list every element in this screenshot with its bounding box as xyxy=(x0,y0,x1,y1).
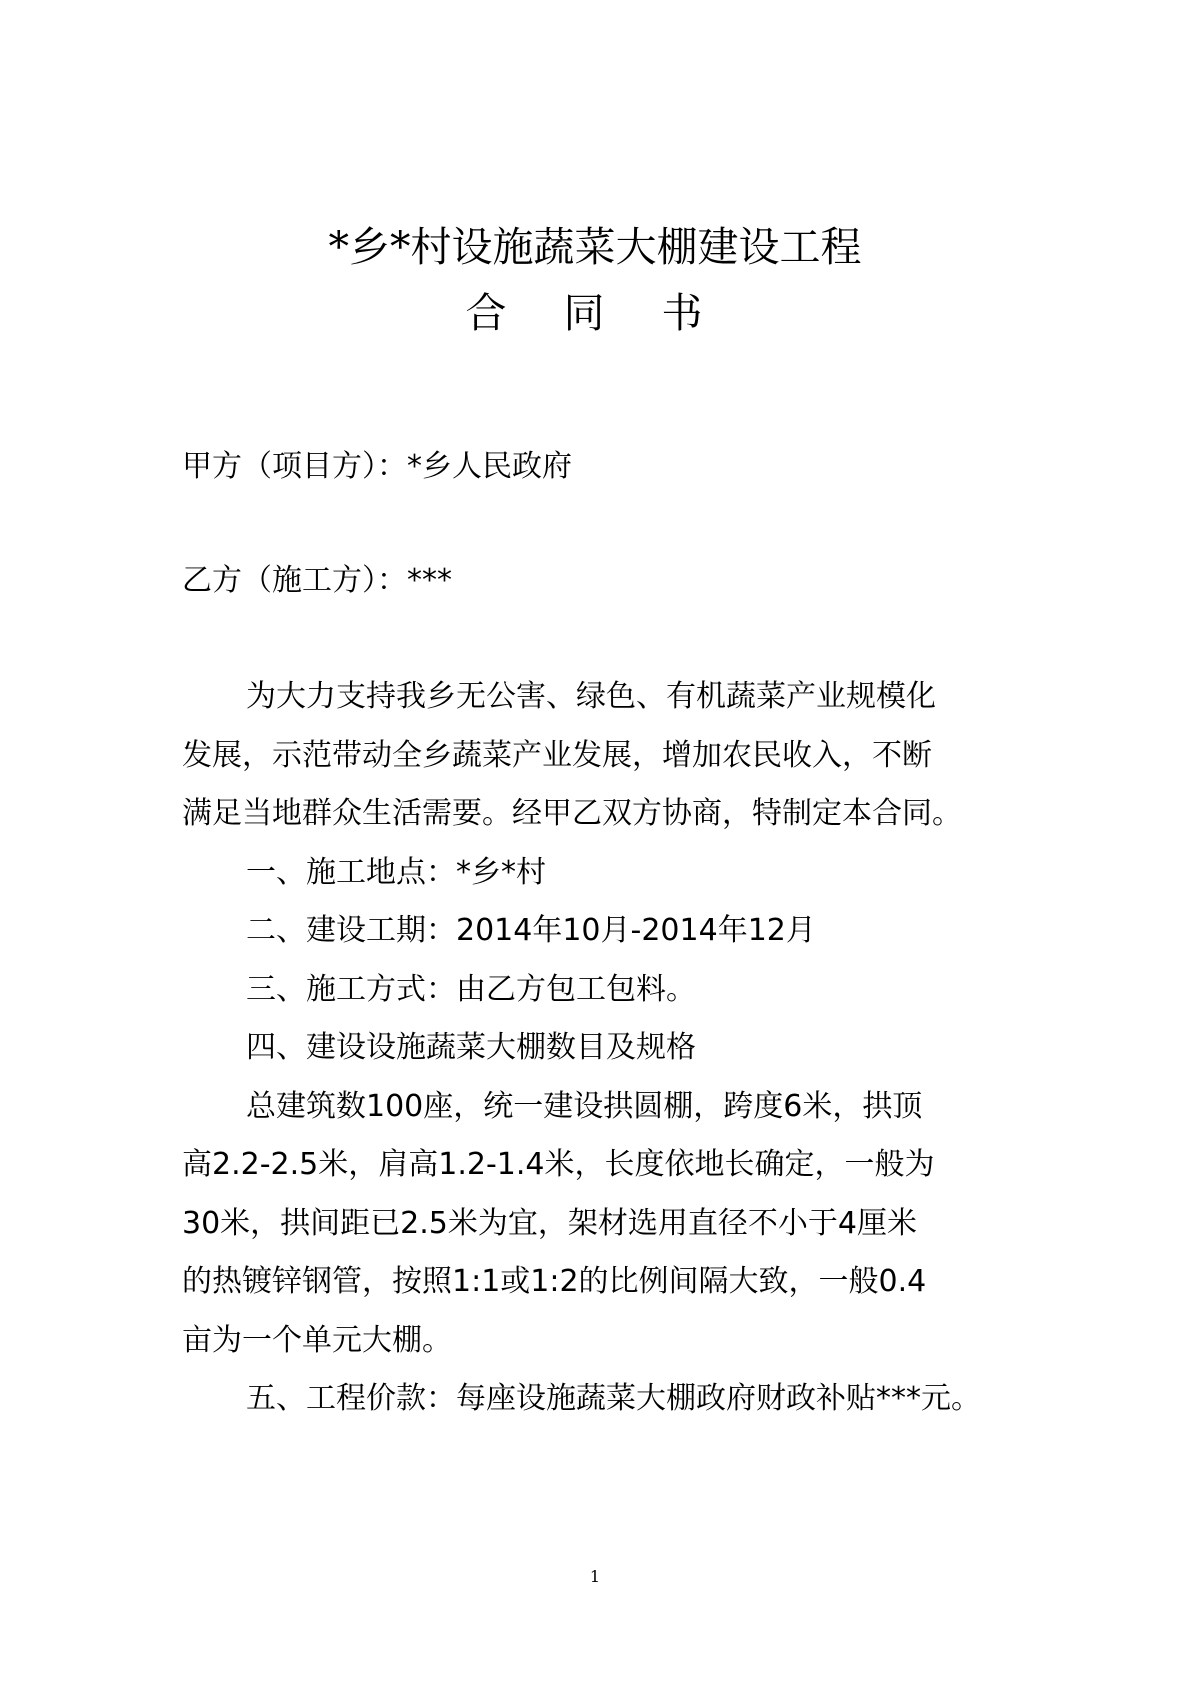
clause-5: 五、工程价款：每座设施蔬菜大棚政府财政补贴***元。 xyxy=(246,1381,981,1416)
party-a: 甲方（项目方）：*乡人民政府 xyxy=(182,449,572,484)
intro-line-3: 满足当地群众生活需要。经甲乙双方协商，特制定本合同。 xyxy=(182,796,962,831)
document-title: *乡*村设施蔬菜大棚建设工程 xyxy=(328,223,862,271)
clause-1: 一、施工地点：*乡*村 xyxy=(246,855,546,890)
intro-line-2: 发展，示范带动全乡蔬菜产业发展，增加农民收入，不断 xyxy=(182,738,932,773)
clause-4-body-1: 总建筑数100座，统一建设拱圆棚，跨度6米，拱顶 xyxy=(246,1089,923,1124)
page-number: 1 xyxy=(589,1567,601,1586)
party-b: 乙方（施工方）：*** xyxy=(182,563,452,598)
clause-2: 二、建设工期：2014年10月-2014年12月 xyxy=(246,913,816,948)
clause-4-body-3: 30米，拱间距已2.5米为宜，架材选用直径不小于4厘米 xyxy=(182,1206,917,1241)
clause-3: 三、施工方式：由乙方包工包料。 xyxy=(246,972,696,1007)
clause-4-body-4: 的热镀锌钢管，按照1:1或1:2的比例间隔大致，一般0.4 xyxy=(182,1264,927,1299)
clause-4: 四、建设设施蔬菜大棚数目及规格 xyxy=(246,1030,696,1065)
document-subtitle: 合 同 书 xyxy=(465,289,725,337)
clause-4-body-2: 高2.2-2.5米，肩高1.2-1.4米，长度依地长确定，一般为 xyxy=(182,1147,935,1182)
intro-line-1: 为大力支持我乡无公害、绿色、有机蔬菜产业规模化 xyxy=(246,679,936,714)
clause-4-body-5: 亩为一个单元大棚。 xyxy=(182,1323,452,1358)
